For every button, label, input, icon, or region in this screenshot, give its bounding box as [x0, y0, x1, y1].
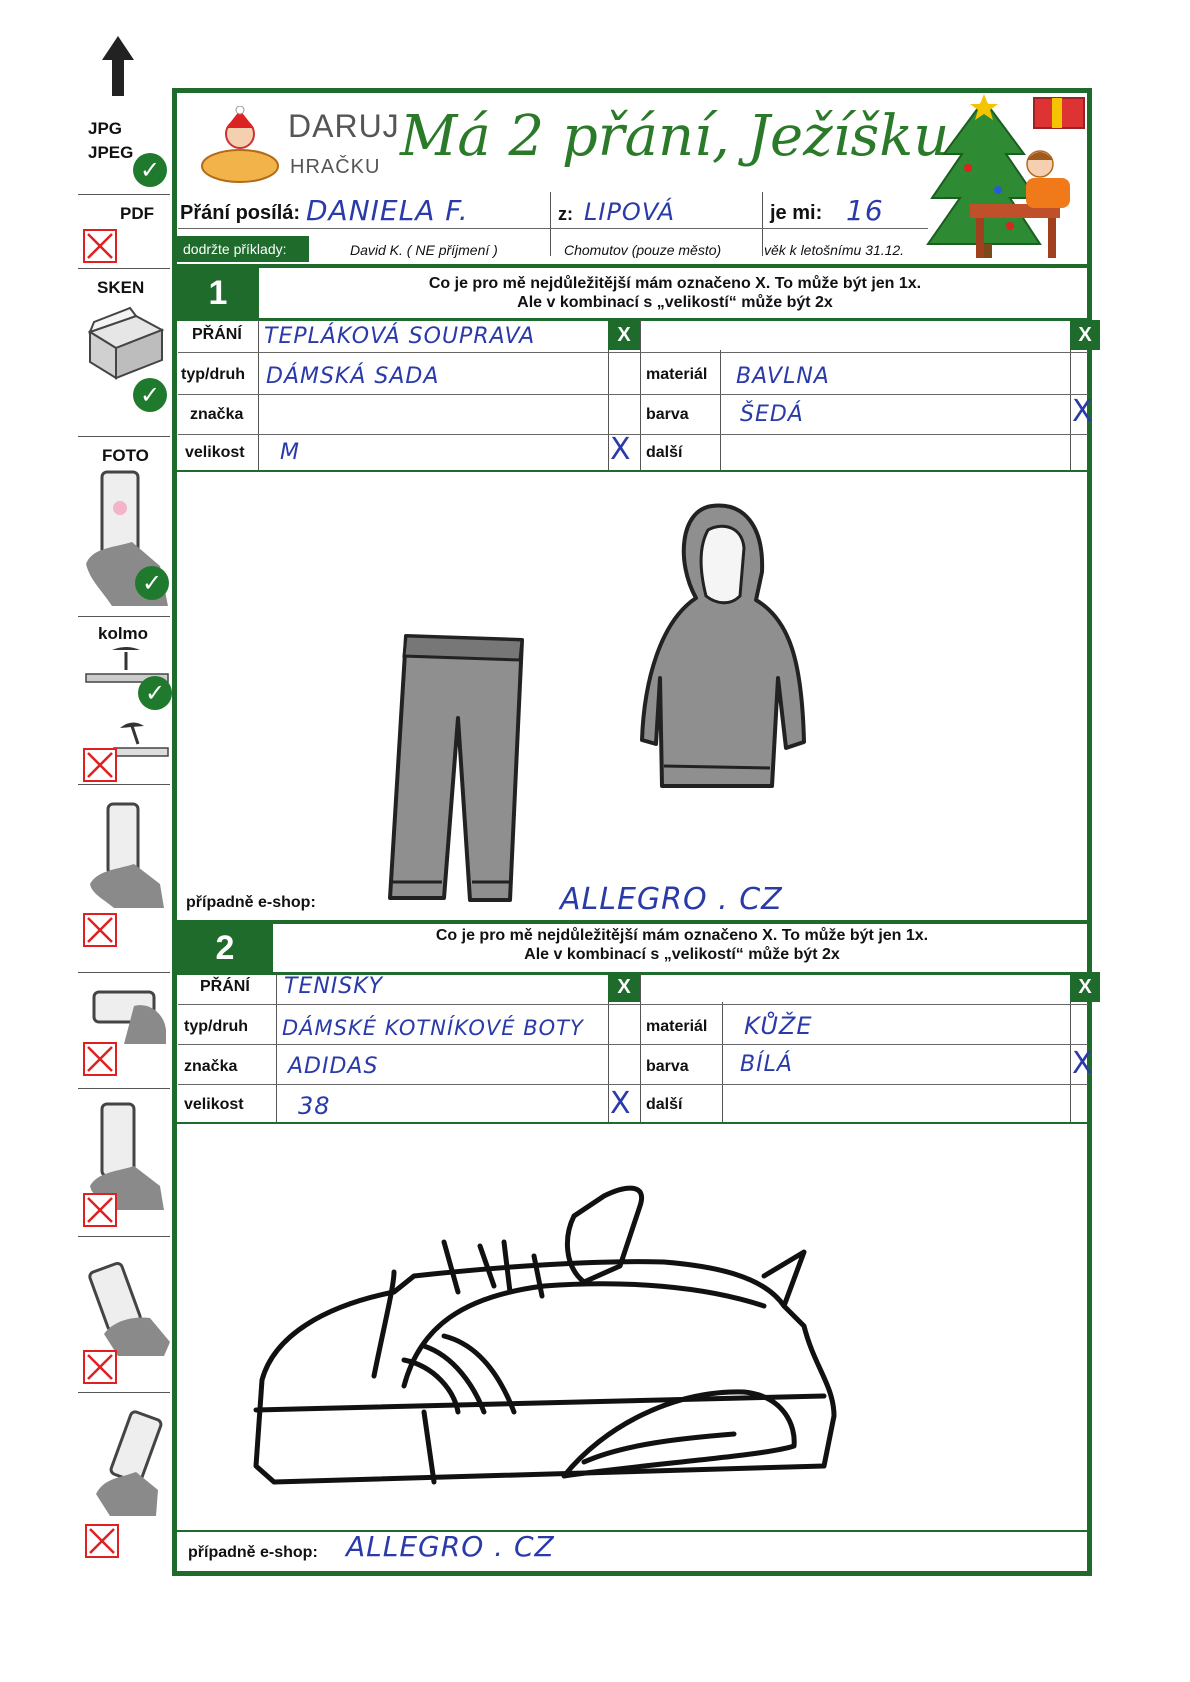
from-value: LIPOVÁ: [584, 198, 676, 226]
wish2-typ-value: DÁMSKÉ KOTNÍKOVÉ BOTY: [282, 1016, 584, 1040]
age-label: je mi:: [770, 202, 823, 224]
example-age: věk k letošnímu 31.12.: [764, 242, 905, 258]
wish2-number: 2: [177, 924, 273, 972]
phone-landscape-icon: [84, 986, 170, 1046]
phone-tilted-icon: [84, 1258, 174, 1358]
logo-daruj: DARUJ: [288, 108, 400, 144]
cross-icon: [83, 1193, 117, 1227]
wish2-eshop-label: případně e-shop:: [188, 1544, 318, 1561]
sender-value: DANIELA F.: [306, 194, 469, 227]
wish2-eshop-value: ALLEGRO . CZ: [346, 1530, 555, 1563]
format-jpg-label: JPG: [88, 119, 123, 138]
format-pdf-label: PDF: [120, 204, 154, 223]
wish1-velikost-label: velikost: [185, 444, 245, 461]
wish2-dalsi-label: další: [646, 1096, 683, 1113]
wish1-x-header-left: X: [608, 320, 640, 350]
christmas-tree-icon: [924, 94, 1094, 264]
wish1-eshop-label: případně e-shop:: [186, 894, 316, 911]
wish1-barva-mark: X: [1072, 394, 1093, 429]
wish1-x-header-right: X: [1070, 320, 1100, 350]
page-title: Má 2 přání, Ježíšku: [400, 104, 950, 169]
logo-hracku: HRAČKU: [290, 156, 381, 178]
wish1-znacka-label: značka: [190, 406, 244, 423]
sken-label: SKEN: [97, 278, 145, 297]
cross-icon: [83, 748, 117, 782]
wish1-material-value: BAVLNA: [736, 364, 830, 389]
example-city: Chomutov (pouze město): [564, 242, 722, 258]
wish1-velikost-mark: X: [610, 432, 631, 467]
check-icon: ✓: [135, 566, 169, 600]
hoodie-drawing: [640, 502, 820, 792]
santa-logo-icon: [198, 106, 282, 186]
wish2-prani-label: PŘÁNÍ: [200, 978, 250, 995]
wish2-barva-mark: X: [1072, 1046, 1093, 1081]
tilted-camera-icon: [110, 718, 170, 762]
wish1-prani-value: TEPLÁKOVÁ SOUPRAVA: [264, 324, 536, 349]
kolmo-label: kolmo: [98, 624, 149, 643]
wish2-typ-label: typ/druh: [184, 1018, 248, 1035]
foto-label: FOTO: [102, 446, 149, 465]
up-arrow-icon: [100, 34, 136, 98]
wish1-barva-label: barva: [646, 406, 689, 423]
example-name: David K. ( NE příjmení ): [350, 242, 498, 258]
examples-label: dodržte příklady:: [177, 236, 309, 262]
wish1-instruction: Co je pro mě nejdůležitější mám označeno X. To může být jen 1x. Ale v kombinací s „velikostí“ může být 2x: [428, 275, 922, 311]
wish1-barva-value: ŠEDÁ: [740, 402, 804, 427]
check-icon: ✓: [138, 676, 172, 710]
phone-photo-icon: [84, 800, 168, 910]
sender-label: Přání posílá:: [180, 202, 301, 224]
cross-icon: [83, 1350, 117, 1384]
wish2-x-header-left: X: [608, 972, 640, 1002]
wish1-number: 1: [177, 268, 259, 318]
wish1-eshop-value: ALLEGRO . CZ: [560, 882, 783, 917]
wish2-znacka-value: ADIDAS: [288, 1054, 379, 1079]
from-label: z:: [558, 204, 573, 224]
wish2-barva-label: barva: [646, 1058, 689, 1075]
wish2-material-value: KŮŽE: [744, 1012, 813, 1040]
cross-icon: [85, 1524, 119, 1558]
wish2-x-header-right: X: [1070, 972, 1100, 1002]
cross-icon: [83, 229, 117, 263]
wish2-barva-value: BÍLÁ: [740, 1052, 793, 1077]
age-value: 16: [846, 194, 884, 227]
cross-icon: [83, 913, 117, 947]
cross-icon: [83, 1042, 117, 1076]
wish1-prani-label: PŘÁNÍ: [192, 326, 242, 343]
check-icon: ✓: [133, 378, 167, 412]
scanner-icon: [84, 302, 166, 382]
wish1-typ-label: typ/druh: [181, 366, 245, 383]
wish1-typ-value: DÁMSKÁ SADA: [266, 364, 440, 389]
wish2-prani-value: TENISKY: [284, 974, 384, 999]
wish2-znacka-label: značka: [184, 1058, 238, 1075]
wish1-material-label: materiál: [646, 366, 708, 383]
wish2-velikost-value: 38: [298, 1092, 331, 1120]
check-icon: ✓: [133, 153, 167, 187]
wish2-material-label: materiál: [646, 1018, 708, 1035]
wish2-velikost-mark: X: [610, 1086, 631, 1121]
wish1-velikost-value: M: [280, 440, 300, 465]
tracksuit-pants-drawing: [378, 628, 528, 904]
sneaker-drawing: [244, 1176, 844, 1506]
format-jpeg-label: JPEG: [88, 143, 134, 162]
wish1-dalsi-label: další: [646, 444, 683, 461]
wish2-velikost-label: velikost: [184, 1096, 244, 1113]
wish2-instruction: Co je pro mě nejdůležitější mám označeno X. To může být jen 1x. Ale v kombinací s „velikostí“ může být 2x: [435, 927, 929, 963]
phone-tilted-icon: [90, 1408, 174, 1518]
